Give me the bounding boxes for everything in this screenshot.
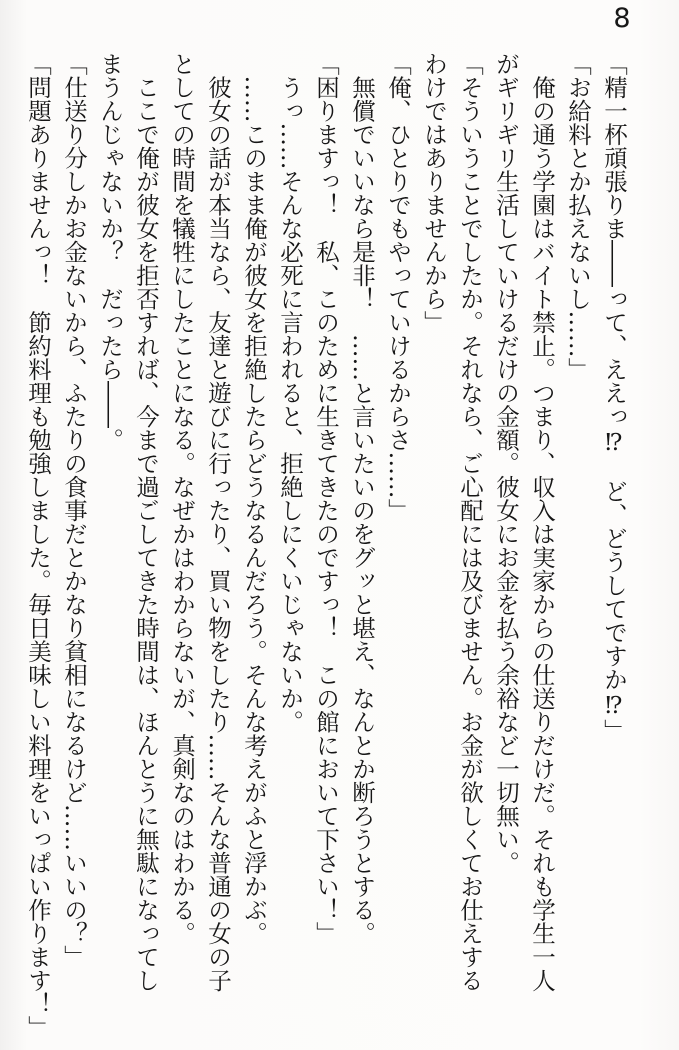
text-line: 彼女の話が本当なら、友達と遊びに行ったり、買い物をしたり……そんな普通の女の子 xyxy=(204,52,232,992)
text-line: まうんじゃないか？ だったら――。 xyxy=(96,52,124,452)
text-line: 「お給料とか払えないし……」 xyxy=(564,52,592,381)
text-line: 「そういうことでしたか。それなら、ご心配には及びません。お金が欲しくてお仕えする xyxy=(456,52,484,992)
text-line: としての時間を犠牲にしたことになる。なぜかはわからないが、真剣なのはわかる。 xyxy=(168,52,196,945)
text-line: ……このまま俺が彼女を拒絶したらどうなるんだろう。そんな考えがふと浮かぶ。 xyxy=(240,52,268,945)
text-line: 「仕送り分しかお金ないから、ふたりの食事だとかなり貧相になるけど……いいの？」 xyxy=(60,52,88,969)
text-line: ここで俺が彼女を拒否すれば、今まで過ごしてきた時間は、ほんとうに無駄になってし xyxy=(132,52,160,992)
text-line: 「困りますっ！ 私、このために生きてきたのですっ！ この館において下さい！」 xyxy=(312,52,340,945)
text-line: 「問題ありませんっ！ 節約料理も勉強しました。毎日美味しい料理をいっぱい作ります！」 xyxy=(24,52,52,1039)
text-line: 無償でいいなら是非！ ……と言いたいのをグッと堪え、なんとか断ろうとする。 xyxy=(348,52,376,945)
text-line: 「俺、ひとりでもやっていけるからさ……」 xyxy=(384,52,412,522)
text-line: 「精一杯頑張りま――って、ええっ⁉ ど、どうしてですか⁉」 xyxy=(600,52,628,743)
page-number: 8 xyxy=(613,3,631,34)
text-line: うっ……そんな必死に言われると、拒絶しにくいじゃないか。 xyxy=(276,52,304,734)
text-line: がギリギリ生活していけるだけの金額。彼女にお金を払う余裕など一切無い。 xyxy=(492,52,520,875)
vertical-text-block xyxy=(20,52,632,1044)
text-line: わけではありませんから」 xyxy=(420,52,448,334)
text-line: 俺の通う学園はバイト禁止。つまり、収入は実家からの仕送りだけだ。それも学生一人 xyxy=(528,52,556,992)
